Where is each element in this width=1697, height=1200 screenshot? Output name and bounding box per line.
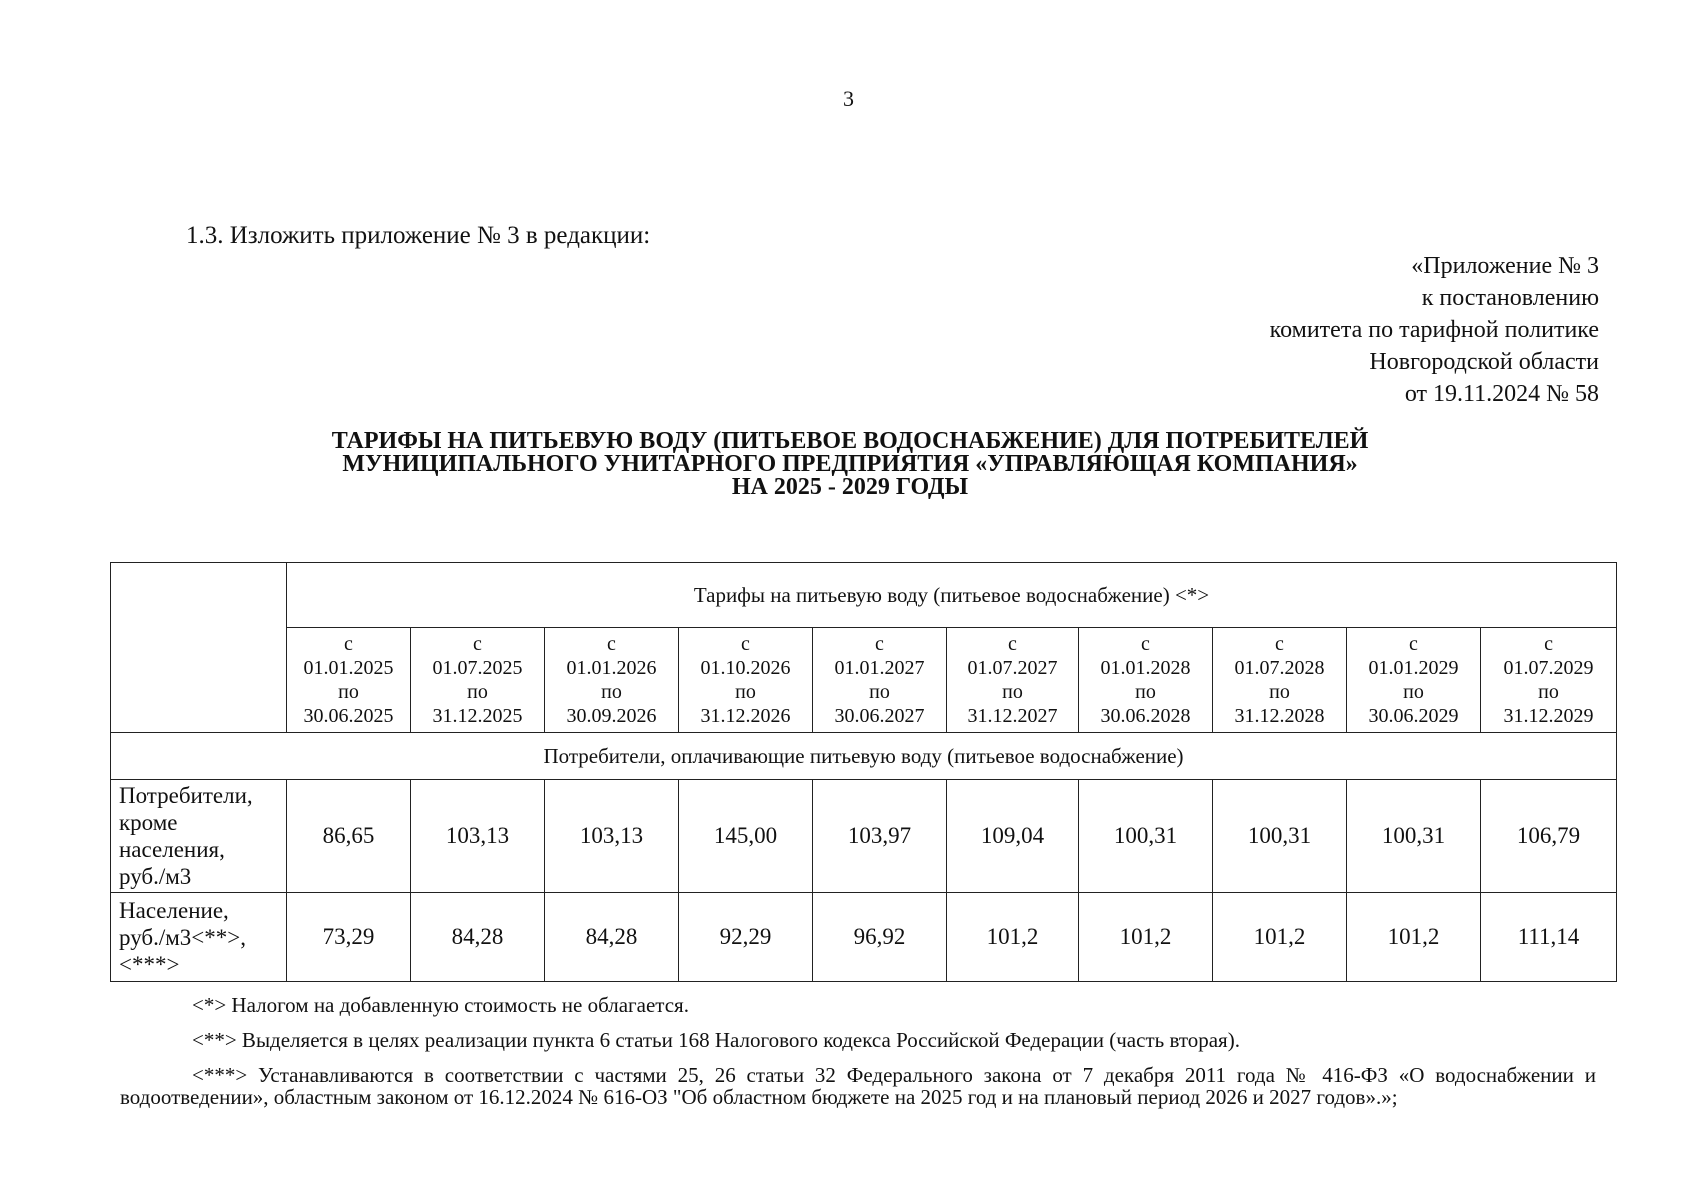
period-header-from-word: с xyxy=(1544,633,1553,655)
title-line: ТАРИФЫ НА ПИТЬЕВУЮ ВОДУ (ПИТЬЕВОЕ ВОДОСНАБЖЕНИЕ) ДЛЯ ПОТРЕБИТЕЛЕЙ xyxy=(331,428,1369,454)
title-line: МУНИЦИПАЛЬНОГО УНИТАРНОГО ПРЕДПРИЯТИЯ «УПРАВЛЯЮЩАЯ КОМПАНИЯ» xyxy=(342,451,1358,477)
footnote-federal-law: <***> Устанавливаются в соответствии с частями 25, 26 статьи 32 Федерального закона от 7 декабря 2011 года № 416-ФЗ «О водоснабжении и водоотведении», областным законом от 16.12.2024 № 616-ОЗ "Об областном бюджете на 2025 год и на плановый период 2026 и 2027 годов».»; xyxy=(120,1063,1596,1109)
tariff-value-cell: 101,2 xyxy=(1213,893,1347,982)
period-header-from: 01.01.2028 xyxy=(1100,657,1191,679)
period-header-to-word: по xyxy=(338,681,359,703)
period-header-cell xyxy=(947,628,1079,733)
period-header-to: 30.06.2025 xyxy=(303,705,394,727)
row-label xyxy=(111,893,287,982)
period-header-from: 01.10.2026 xyxy=(700,657,791,679)
row-label-line: кроме xyxy=(119,810,178,835)
period-header-from-word: с xyxy=(1275,633,1284,655)
period-header-from-word: с xyxy=(741,633,750,655)
period-header-to: 31.12.2029 xyxy=(1503,705,1594,727)
tariff-value-cell: 109,04 xyxy=(947,780,1079,893)
tariff-value-cell: 84,28 xyxy=(545,893,679,982)
tariff-value-cell: 84,28 xyxy=(411,893,545,982)
empty-corner-cell xyxy=(111,563,287,733)
section-header: Потребители, оплачивающие питьевую воду (питьевое водоснабжение) xyxy=(111,733,1617,780)
tariff-value-cell: 100,31 xyxy=(1213,780,1347,893)
period-header-from-word: с xyxy=(1141,633,1150,655)
tariff-value-cell: 86,65 xyxy=(287,780,411,893)
title-line: НА 2025 - 2029 ГОДЫ xyxy=(731,474,969,500)
period-header-to-word: по xyxy=(601,681,622,703)
period-header-from: 01.01.2029 xyxy=(1368,657,1459,679)
period-header-to-word: по xyxy=(1403,681,1424,703)
row-label-line: руб./м3 xyxy=(119,864,192,889)
appendix-ref-line: комитета по тарифной политике xyxy=(1269,317,1599,343)
period-header-from-word: с xyxy=(473,633,482,655)
period-header-from: 01.01.2026 xyxy=(566,657,657,679)
period-header-cell xyxy=(545,628,679,733)
tariff-value-cell: 103,13 xyxy=(545,780,679,893)
period-header-cell xyxy=(287,628,411,733)
period-header-to-word: по xyxy=(869,681,890,703)
amendment-instruction: 1.3. Изложить приложение № 3 в редакции: xyxy=(186,222,651,249)
period-header-to-word: по xyxy=(735,681,756,703)
tariffs-table xyxy=(110,562,1617,982)
tariff-value-cell: 103,97 xyxy=(813,780,947,893)
tariff-value-cell: 96,92 xyxy=(813,893,947,982)
tariff-value-cell: 101,2 xyxy=(947,893,1079,982)
appendix-ref-line: «Приложение № 3 xyxy=(1411,253,1599,279)
tariff-group-header: Тарифы на питьевую воду (питьевое водоснабжение) <*> xyxy=(287,563,1617,628)
period-header-cell xyxy=(1481,628,1617,733)
footnotes xyxy=(120,994,1596,1108)
period-header-from: 01.01.2027 xyxy=(834,657,925,679)
period-header-from-word: с xyxy=(607,633,616,655)
row-label-line: населения, xyxy=(119,837,225,862)
period-header-to-word: по xyxy=(1135,681,1156,703)
period-header-from-word: с xyxy=(344,633,353,655)
tariff-value-cell: 111,14 xyxy=(1481,893,1617,982)
document-title xyxy=(180,430,1520,499)
tariff-value-cell: 100,31 xyxy=(1079,780,1213,893)
period-header-to-word: по xyxy=(467,681,488,703)
row-label-line: <***> xyxy=(119,951,180,977)
period-header-cell xyxy=(813,628,947,733)
appendix-reference xyxy=(1270,250,1599,410)
period-header-to: 30.06.2027 xyxy=(834,705,925,727)
appendix-ref-line: от 19.11.2024 № 58 xyxy=(1404,381,1599,407)
footnote-tax-code: <**> Выделяется в целях реализации пункта 6 статьи 168 Налогового кодекса Российской Федерации (часть вторая). xyxy=(192,1028,1240,1052)
period-header-to: 31.12.2025 xyxy=(432,705,523,727)
period-header-to-word: по xyxy=(1269,681,1290,703)
period-header-to: 31.12.2026 xyxy=(700,705,791,727)
period-header-from: 01.01.2025 xyxy=(303,657,394,679)
tariff-value-cell: 100,31 xyxy=(1347,780,1481,893)
tariff-value-cell: 106,79 xyxy=(1481,780,1617,893)
page-number: 3 xyxy=(843,86,854,111)
period-header-from-word: с xyxy=(1008,633,1017,655)
tariff-value-cell: 92,29 xyxy=(679,893,813,982)
period-header-cell xyxy=(679,628,813,733)
appendix-ref-line: к постановлению xyxy=(1421,285,1599,311)
footnote-vat: <*> Налогом на добавленную стоимость не облагается. xyxy=(192,993,689,1017)
row-label-line: Население, xyxy=(119,897,229,923)
row-label xyxy=(111,780,287,893)
tariff-value-cell: 73,29 xyxy=(287,893,411,982)
row-label-line: руб./м3<**>, xyxy=(119,924,246,950)
period-header-to-word: по xyxy=(1538,681,1559,703)
period-header-from-word: с xyxy=(1409,633,1418,655)
period-header-to: 30.06.2029 xyxy=(1368,705,1459,727)
period-header-cell xyxy=(1347,628,1481,733)
period-header-cell xyxy=(1079,628,1213,733)
appendix-ref-line: Новгородской области xyxy=(1369,349,1599,375)
period-header-to: 31.12.2028 xyxy=(1234,705,1325,727)
period-header-from: 01.07.2029 xyxy=(1503,657,1594,679)
period-header-cell xyxy=(1213,628,1347,733)
tariff-value-cell: 103,13 xyxy=(411,780,545,893)
period-header-to-word: по xyxy=(1002,681,1023,703)
tariff-value-cell: 101,2 xyxy=(1347,893,1481,982)
period-header-from: 01.07.2027 xyxy=(967,657,1058,679)
period-header-to: 30.06.2028 xyxy=(1100,705,1191,727)
tariff-value-cell: 145,00 xyxy=(679,780,813,893)
period-header-from-word: с xyxy=(875,633,884,655)
period-header-cell xyxy=(411,628,545,733)
period-header-from: 01.07.2028 xyxy=(1234,657,1325,679)
period-header-to: 30.09.2026 xyxy=(566,705,657,727)
row-label-line: Потребители, xyxy=(119,783,253,808)
period-header-from: 01.07.2025 xyxy=(432,657,523,679)
tariff-value-cell: 101,2 xyxy=(1079,893,1213,982)
period-header-to: 31.12.2027 xyxy=(967,705,1058,727)
